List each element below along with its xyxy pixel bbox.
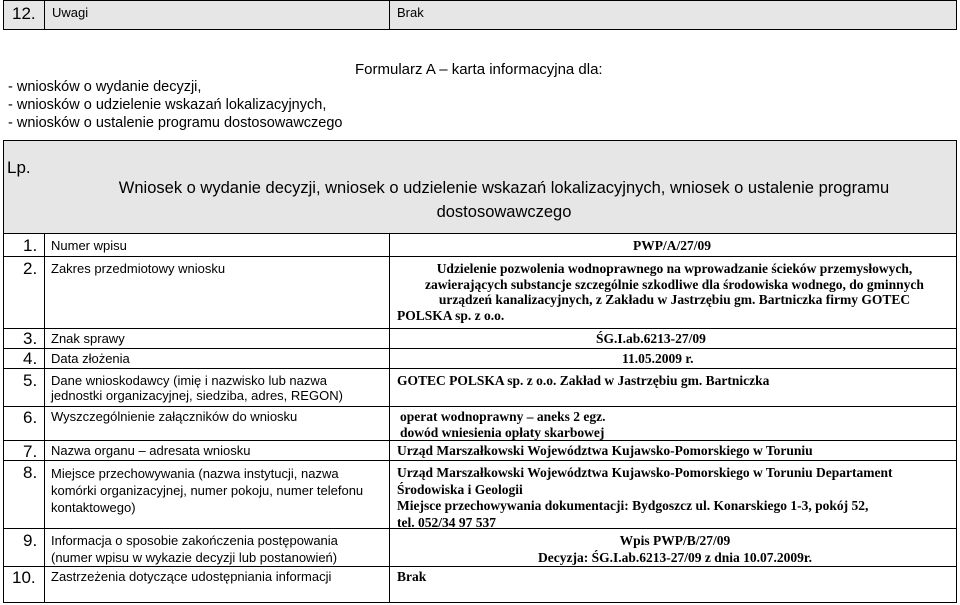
value-line: zawierających substancje szczególnie szkodliwe dla środowiska wodnego, do gminnych [425,276,924,292]
row-number: 8. [23,463,38,482]
row-number: 3. [23,329,38,348]
row-label-miejsce [51,465,363,516]
label-line: komórki organizacyjnej, numer pokoju, numer telefonu [51,483,364,498]
row-value-zalaczniki [400,409,606,440]
row-value-znak-sprawy: ŚG.I.ab.6213-27/09 [596,331,706,346]
row-number: 5. [23,371,38,390]
bullet-item: - wniosków o wydanie decyzji, [8,79,202,95]
form-title: Formularz A – karta informacyjna dla: [355,61,603,78]
value-line: tel. 052/34 97 537 [397,514,496,530]
row-12 [3,0,957,29]
row-value-miejsce [397,465,893,531]
value-line: dowód wniesienia opłaty skarbowej [400,424,605,440]
row-number: 4. [23,349,38,368]
row-label-wnioskodawca [51,373,343,403]
row-12-value: Brak [397,5,424,20]
row-12-number: 12. [12,4,36,23]
row-number: 6. [23,408,38,427]
row-label-numer-wpisu: Numer wpisu [51,238,127,253]
lp-header: Lp. [7,158,31,177]
value-line: Wpis PWP/B/27/09 [619,533,731,548]
label-line: kontaktowego) [51,500,136,515]
label-line: (numer wpisu w wykazie decyzji lub postanowień) [51,550,338,565]
label-line: Miejsce przechowywania (nazwa instytucji, nazwa [51,466,339,481]
value-line: Udzielenie pozwolenia wodnoprawnego na wprowadzanie ścieków przemysłowych, [436,261,913,276]
row-number: 1. [23,236,38,255]
row-value-numer-wpisu: PWP/A/27/09 [633,238,711,253]
row-12-label: Uwagi [52,5,89,20]
label-line: jednostki organizacyjnej, siedziba, adres, REGON) [51,388,343,403]
bullet-item: - wniosków o ustalenie programu dostosowawczego [8,115,343,131]
row-value-wnioskodawca: GOTEC POLSKA sp. z o.o. Zakład w Jastrzębiu gm. Bartniczka [397,373,770,388]
row-value-organ: Urząd Marszałkowski Województwa Kujawsko-Pomorskiego w Toruniu [397,443,813,458]
row-number: 10. [12,568,36,587]
row-value-zakres [397,261,952,323]
row-value-zakonczenie [500,532,850,566]
value-line: Urząd Marszałkowski Województwa Kujawsko-Pomorskiego w Toruniu Departament [397,465,893,480]
label-line: Informacja o sposobie zakończenia postępowania [51,533,338,548]
row-number: 2. [23,259,38,278]
value-line: urządzeń kanalizacyjnych, z Zakładu w Jastrzębiu gm. Bartniczka firmy GOTEC [438,292,911,307]
row-label-znak-sprawy: Znak sprawy [51,331,125,346]
row-number: 7. [23,442,38,461]
value-line: Środowiska i Geologii [397,481,523,497]
row-label-zakres: Zakres przedmiotowy wniosku [51,261,226,276]
value-line: Miejsce przechowywania dokumentacji: Bydgoszcz ul. Konarskiego 1-3, pokój 52, [397,498,869,513]
row-value-data-zlozenia: 11.05.2009 r. [622,351,694,366]
row-label-organ: Nazwa organu – adresata wniosku [51,443,251,458]
value-line: Decyzja: ŚG.I.ab.6213-27/09 z dnia 10.07.2009r. [538,550,812,565]
row-number: 9. [23,531,38,550]
row-label-data-zlozenia: Data złożenia [51,351,130,366]
row-label-zakonczenie [51,532,338,566]
row-value-zastrzezenia: Brak [397,569,427,584]
row-label-zalaczniki: Wyszczególnienie załączników do wniosku [51,409,298,424]
header-title [60,176,948,224]
header-title-line: dostosowawczego [436,203,572,221]
header-title-line: Wniosek o wydanie decyzji, wniosek o udzielenie wskazań lokalizacyjnych, wniosek o ustalenie programu [118,179,890,197]
label-line: Dane wnioskodawcy (imię i nazwisko lub nazwa [51,373,328,388]
value-line: operat wodnoprawny – aneks 2 egz. [400,409,606,424]
bullet-item: - wniosków o udzielenie wskazań lokalizacyjnych, [8,97,327,113]
value-line: POLSKA sp. z o.o. [397,307,505,323]
bullet-list [8,78,342,132]
row-label-zastrzezenia: Zastrzeżenia dotyczące udostępniania informacji [51,569,332,584]
